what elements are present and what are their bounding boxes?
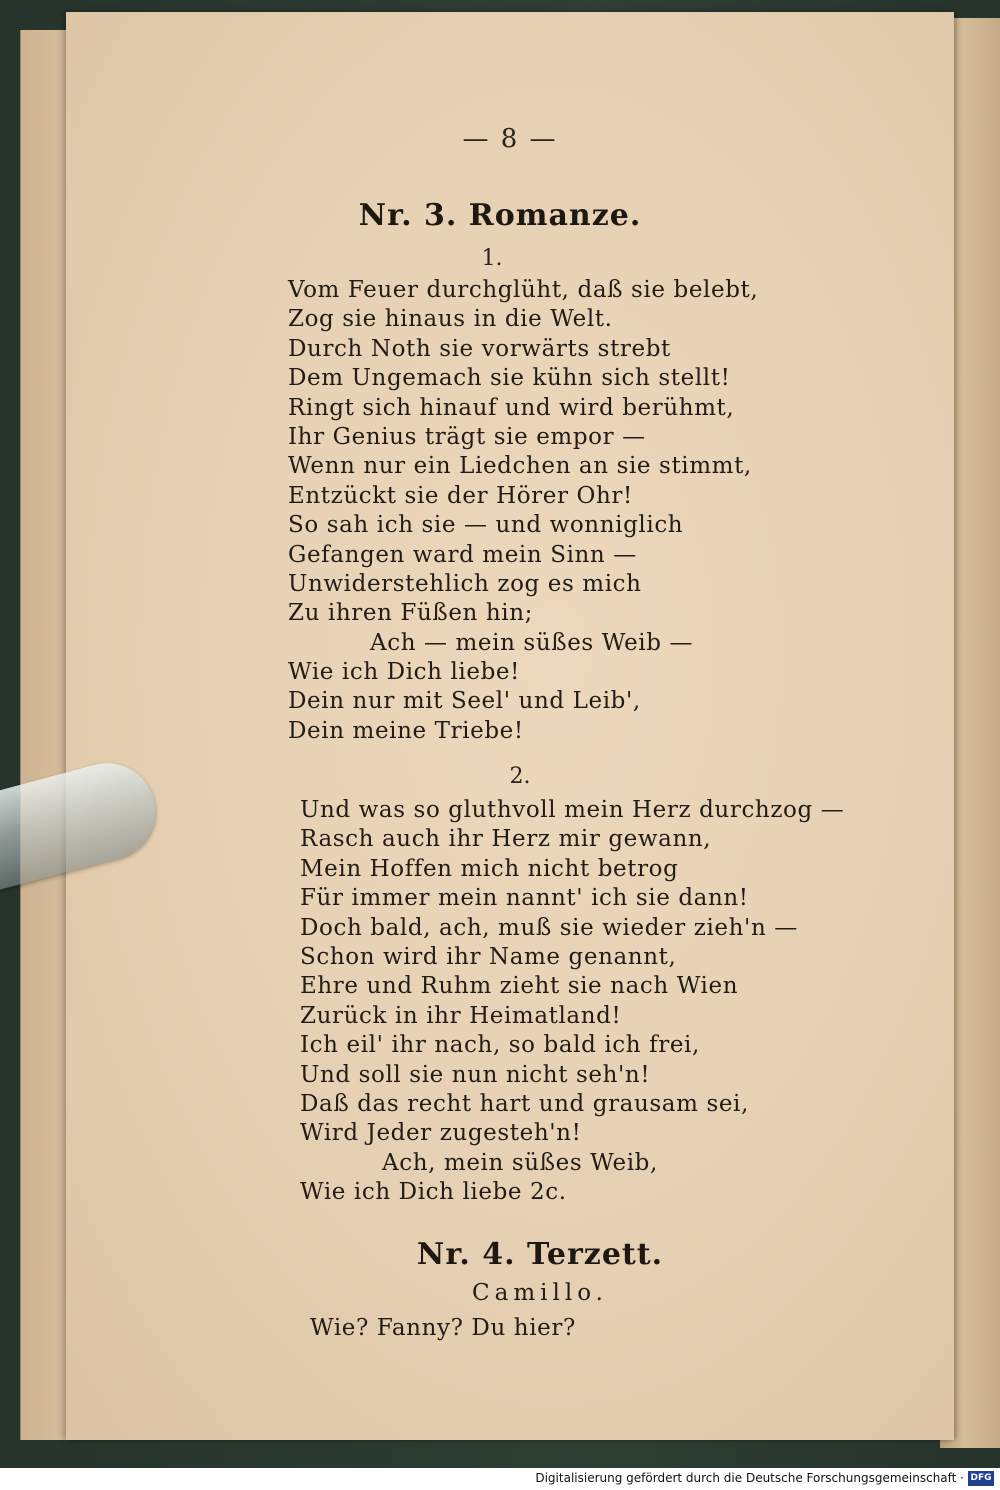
verse-line: Und soll sie nun nicht seh'n! xyxy=(300,1061,651,1088)
dfg-logo: DFG xyxy=(968,1471,994,1486)
footer-bar xyxy=(0,1468,1000,1490)
verse-line: Ihr Genius trägt sie empor — xyxy=(288,423,646,450)
verse-line: Für immer mein nannt' ich sie dann! xyxy=(300,885,749,912)
verse-line: Ach — mein süßes Weib — xyxy=(370,629,694,656)
funding-credit: Digitalisierung gefördert durch die Deutsche Forschungsgemeinschaft · xyxy=(535,1471,964,1485)
romanze-heading: Nr. 3. Romanze. xyxy=(358,198,642,233)
verse-line: Ich eil' ihr nach, so bald ich frei, xyxy=(300,1032,700,1059)
verse-line: Unwiderstehlich zog es mich xyxy=(288,570,642,597)
stanza-2 xyxy=(300,796,844,1207)
verse-line: Und was so gluthvoll mein Herz durchzog — xyxy=(300,797,845,823)
dialogue-line: Wie? Fanny? Du hier? xyxy=(310,1315,576,1341)
verse-line: Wird Jeder zugesteh'n! xyxy=(300,1120,582,1147)
verse-line: Zurück in ihr Heimatland! xyxy=(300,1002,622,1029)
verse-line: Wenn nur ein Liedchen an sie stimmt, xyxy=(288,453,752,480)
verse-line: Ringt sich hinauf und wird berühmt, xyxy=(288,394,735,421)
verse-line: Gefangen ward mein Sinn — xyxy=(288,541,637,568)
verse-line: Dein meine Triebe! xyxy=(288,717,524,744)
verse-line: Wie ich Dich liebe 2c. xyxy=(300,1179,567,1206)
stanza-2-number: 2. xyxy=(509,764,531,789)
verse-line: Ehre und Ruhm zieht sie nach Wien xyxy=(300,973,739,1000)
verse-line: Dem Ungemach sie kühn sich stellt! xyxy=(288,365,731,392)
verse-line: Ach, mein süßes Weib, xyxy=(382,1149,658,1176)
book-page xyxy=(66,12,954,1440)
verse-line: Mein Hoffen mich nicht betrog xyxy=(300,855,679,882)
terzett-heading: Nr. 4. Terzett. xyxy=(416,1237,664,1272)
verse-line: Entzückt sie der Hörer Ohr! xyxy=(288,482,633,509)
verse-line: Dein nur mit Seel' und Leib', xyxy=(288,688,641,715)
page-number: — 8 — xyxy=(462,124,558,154)
stanza-1 xyxy=(288,276,758,746)
verse-line: Durch Noth sie vorwärts strebt xyxy=(288,335,671,362)
speaker-name: Camillo. xyxy=(472,1280,608,1306)
verse-line: Wie ich Dich liebe! xyxy=(288,659,520,686)
verse-line: Doch bald, ach, muß sie wieder zieh'n — xyxy=(300,914,798,941)
stanza-1-number: 1. xyxy=(481,246,503,271)
verse-line: Daß das recht hart und grausam sei, xyxy=(300,1090,749,1117)
verse-line: Rasch auch ihr Herz mir gewann, xyxy=(300,826,712,853)
verse-line: Schon wird ihr Name genannt, xyxy=(300,943,677,970)
verse-line: So sah ich sie — und wonniglich xyxy=(288,512,684,539)
verse-line: Zog sie hinaus in die Welt. xyxy=(288,306,613,333)
verse-line: Vom Feuer durchglüht, daß sie belebt, xyxy=(288,277,759,303)
verse-line: Zu ihren Füßen hin; xyxy=(288,600,534,627)
